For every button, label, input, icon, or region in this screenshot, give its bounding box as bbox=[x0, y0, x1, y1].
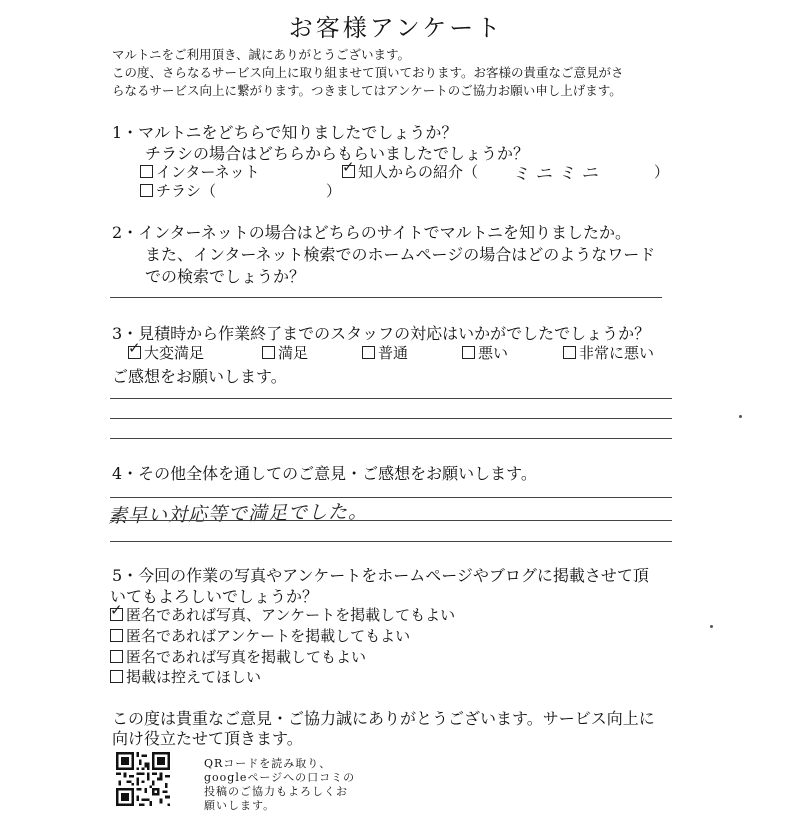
q5-option-1[interactable] bbox=[110, 604, 455, 625]
q3-option-normal[interactable] bbox=[362, 342, 408, 363]
q3-answer-line-1[interactable] bbox=[110, 398, 672, 399]
checkbox[interactable] bbox=[110, 650, 123, 663]
qr-code[interactable] bbox=[116, 752, 170, 806]
q1-option-flyer[interactable] bbox=[140, 180, 216, 201]
handwritten-referral: ミニミニ bbox=[511, 163, 605, 185]
option-label: 知人からの紹介（ bbox=[358, 163, 479, 181]
q1-subquestion: チラシの場合はどちらからもらいましたでしょうか？ bbox=[145, 144, 530, 163]
option-label: 大変満足 bbox=[144, 344, 205, 362]
q5-option-4[interactable] bbox=[110, 666, 261, 687]
q2-question: 2・インターネットの場合はどちらのサイトでマルトニを知りましたか。 bbox=[112, 223, 631, 242]
option-label: 非常に悪い bbox=[579, 344, 655, 362]
q4-handwritten-answer: 素早い対応等で満足でした。 bbox=[107, 500, 369, 528]
option-label: 匿名であれば写真を掲載してもよい bbox=[126, 648, 367, 666]
q5-option-2[interactable] bbox=[110, 625, 410, 646]
checkbox[interactable] bbox=[140, 184, 153, 197]
q3-answer-line-3[interactable] bbox=[110, 438, 672, 439]
qr-text-line-4: 願いします。 bbox=[204, 799, 276, 812]
qr-text-line-3: 投稿のご協力もよろしくお bbox=[204, 785, 348, 798]
q1-option-referral[interactable] bbox=[342, 161, 478, 182]
option-label: 匿名であれば写真、アンケートを掲載してもよい bbox=[126, 606, 456, 624]
q1-question: 1・マルトニをどちらで知りましたでしょうか？ bbox=[112, 123, 458, 142]
q5-option-3[interactable] bbox=[110, 646, 366, 667]
option-label: 普通 bbox=[378, 344, 409, 362]
q3-option-very-bad[interactable] bbox=[563, 342, 654, 363]
q3-question: 3・見積時から作業終了までのスタッフの対応はいかがでしたでしょうか？ bbox=[112, 324, 651, 343]
q4-question: 4・その他全体を通してのご意見・ご感想をお願いします。 bbox=[112, 464, 537, 483]
checkbox-checked[interactable] bbox=[128, 346, 141, 359]
option-label: 満足 bbox=[278, 344, 309, 362]
qr-text-line-1: QRコードを読み取り、 bbox=[204, 757, 332, 770]
scan-speck bbox=[739, 415, 742, 418]
q1-option-internet[interactable] bbox=[140, 161, 260, 182]
q4-answer-line-2[interactable] bbox=[110, 520, 672, 521]
q3-option-satisfied[interactable] bbox=[262, 342, 308, 363]
page-title: お客様アンケート bbox=[288, 14, 504, 42]
option-label: 匿名であればアンケートを掲載してもよい bbox=[126, 627, 411, 645]
q2-line-2: また、インターネット検索でのホームページの場合はどのようなワード bbox=[145, 245, 656, 264]
option-label: チラシ（ bbox=[156, 182, 217, 200]
q3-comment-prompt: ご感想をお願いします。 bbox=[112, 367, 287, 386]
closing-line-2: 向け役立たせて頂きます。 bbox=[112, 729, 303, 748]
checkbox-checked[interactable] bbox=[110, 608, 123, 621]
qr-text-line-2: googleページへの口コミの bbox=[204, 771, 356, 784]
option-label: インターネット bbox=[156, 163, 260, 181]
checkbox[interactable] bbox=[262, 346, 275, 359]
checkbox[interactable] bbox=[462, 346, 475, 359]
q4-answer-line-3[interactable] bbox=[110, 541, 672, 542]
checkbox[interactable] bbox=[110, 629, 123, 642]
q2-line-3: での検索でしょうか？ bbox=[145, 267, 306, 286]
flyer-close-paren: ） bbox=[326, 182, 342, 200]
intro-line-1: マルトニをご利用頂き、誠にありがとうございます。 bbox=[112, 47, 411, 62]
intro-line-2: この度、さらなるサービス向上に取り組ませて頂いております。お客様の貴重なご意見がさ bbox=[112, 65, 624, 80]
q5-line-2: いてもよろしいでしょうか？ bbox=[110, 587, 319, 606]
q3-option-bad[interactable] bbox=[462, 342, 508, 363]
q3-answer-line-2[interactable] bbox=[110, 418, 672, 419]
q4-answer-line-1[interactable] bbox=[110, 497, 672, 498]
q3-option-very-satisfied[interactable] bbox=[128, 342, 204, 363]
checkbox[interactable] bbox=[362, 346, 375, 359]
intro-line-3: らなるサービス向上に繋がります。つきましてはアンケートのご協力お願い申し上げます。 bbox=[112, 83, 622, 98]
q2-answer-line[interactable] bbox=[110, 297, 662, 298]
checkbox[interactable] bbox=[563, 346, 576, 359]
referral-close-paren: ） bbox=[654, 163, 670, 181]
checkbox[interactable] bbox=[140, 165, 153, 178]
checkbox[interactable] bbox=[110, 670, 123, 683]
q5-question: 5・今回の作業の写真やアンケートをホームページやブログに掲載させて頂 bbox=[112, 566, 649, 585]
scan-speck bbox=[710, 625, 713, 628]
option-label: 悪い bbox=[478, 344, 509, 362]
closing-line-1: この度は貴重なご意見・ご協力誠にありがとうございます。サービス向上に bbox=[112, 709, 655, 728]
checkbox-checked[interactable] bbox=[342, 165, 355, 178]
option-label: 掲載は控えてほしい bbox=[126, 668, 262, 686]
